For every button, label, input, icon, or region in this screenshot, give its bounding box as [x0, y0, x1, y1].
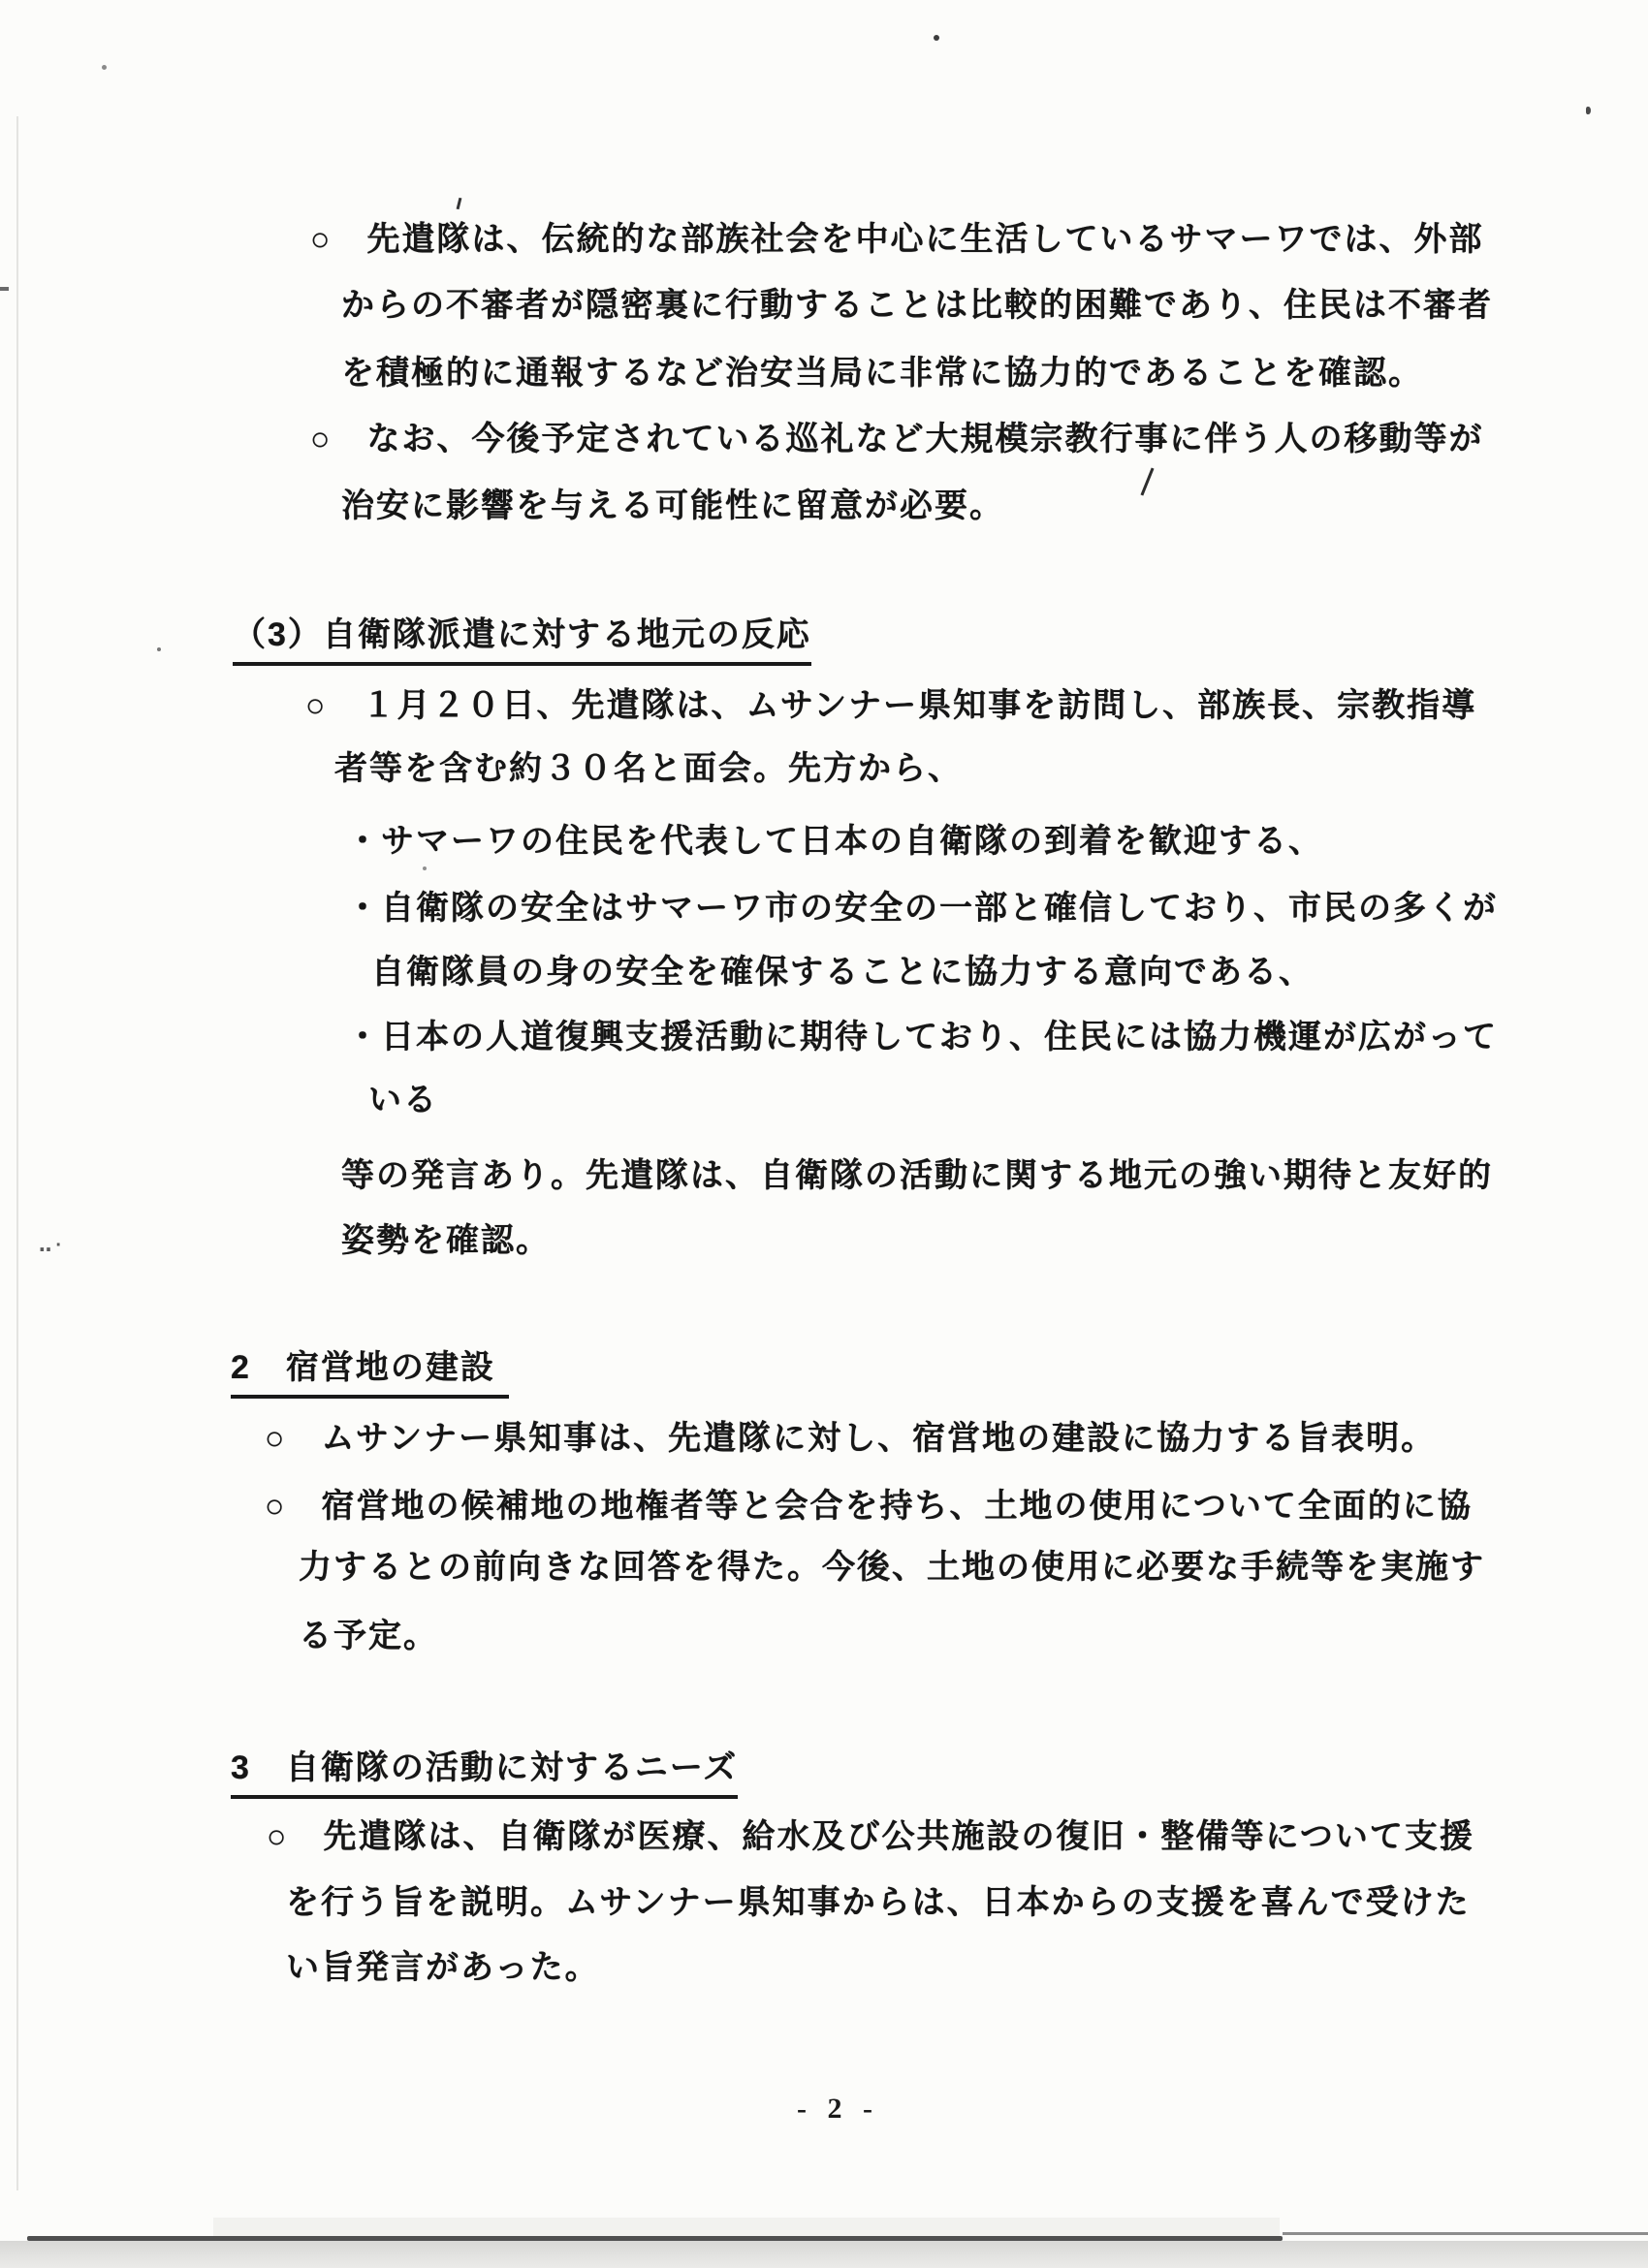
camp-bullet-2-line-3: る予定。 [299, 1618, 438, 1654]
scan-speck [1586, 107, 1591, 114]
scan-speck [934, 35, 939, 41]
reaction-item-3-line-1: ・日本の人道復興支援活動に期待しており、住民には協力機運が広がって [346, 1019, 1498, 1055]
camp-bullet-2-line-2: 力するとの前向きな回答を得た。今後、土地の使用に必要な手続等を実施す [299, 1549, 1485, 1586]
scan-slash-mark [1140, 468, 1154, 496]
camp-bullet-2-line-1: ○ 宿営地の候補地の地権者等と会合を持ち、土地の使用について全面的に協 [265, 1488, 1473, 1525]
reaction-closing-line-1: 等の発言あり。先遣隊は、自衛隊の活動に関する地元の強い期待と友好的 [341, 1157, 1493, 1194]
reaction-item-3-line-2: いる [368, 1082, 438, 1118]
scan-edge-vertical-line [16, 116, 18, 2190]
paper-bottom-edge-right [1283, 2232, 1648, 2235]
reaction-item-1: ・サマーワの住民を代表して日本の自衛隊の到着を歓迎する、 [346, 823, 1323, 860]
intro-bullet-1-line-1: ○ 先遣隊は、伝統的な部族社会を中心に生活しているサマーワでは、外部 [310, 221, 1484, 258]
intro-bullet-2-line-1: ○ なお、今後予定されている巡礼など大規模宗教行事に伴う人の移動等が [310, 421, 1484, 457]
scan-tick-mark [457, 198, 462, 209]
needs-bullet-1-line-2: を行う旨を説明。ムサンナー県知事からは、日本からの支援を喜んで受けた [286, 1884, 1471, 1921]
scanner-bed-strip [0, 2241, 1648, 2268]
reaction-item-2-line-2: 自衛隊員の身の安全を確保することに協力する意向である、 [371, 954, 1314, 991]
needs-bullet-1-line-1: ○ 先遣隊は、自衛隊が医療、給水及び公共施設の復旧・整備等について支援 [267, 1818, 1474, 1855]
intro-bullet-1-line-3: を積極的に通報するなど治安当局に非常に協力的であることを確認。 [341, 355, 1423, 392]
reaction-bullet-1-line-2: 者等を含む約３０名と面会。先方から、 [334, 750, 963, 787]
needs-bullet-1-line-3: い旨発言があった。 [286, 1949, 600, 1986]
scan-speck [157, 647, 161, 651]
camp-bullet-1-line-1: ○ ムサンナー県知事は、先遣隊に対し、宿営地の建設に協力する旨表明。 [265, 1420, 1437, 1457]
reaction-closing-line-2: 姿勢を確認。 [341, 1222, 551, 1259]
scan-edge-dash [0, 287, 9, 291]
section-heading-camp-construction: 2 宿営地の建設 [231, 1347, 509, 1399]
page-number: - 2 - [797, 2093, 879, 2125]
scan-dots-artifact: ‥· [39, 1235, 66, 1256]
section-heading-local-reaction: （3）自衛隊派遣に対する地元の反応 [233, 614, 811, 666]
reaction-item-2-line-1: ・自衛隊の安全はサマーワ市の安全の一部と確信しており、市民の多くが [346, 890, 1498, 927]
intro-bullet-1-line-2: からの不審者が隠密裏に行動することは比較的困難であり、住民は不審者 [341, 287, 1493, 324]
section-heading-activity-needs: 3 自衛隊の活動に対するニーズ [231, 1748, 738, 1799]
scan-speck [102, 65, 107, 70]
intro-bullet-2-line-2: 治安に影響を与える可能性に留意が必要。 [341, 488, 1004, 524]
scan-speck [423, 866, 427, 870]
paper-bottom-shadow [213, 2218, 1280, 2236]
reaction-bullet-1-line-1: ○ １月２０日、先遣隊は、ムサンナー県知事を訪問し、部族長、宗教指導 [305, 687, 1477, 724]
